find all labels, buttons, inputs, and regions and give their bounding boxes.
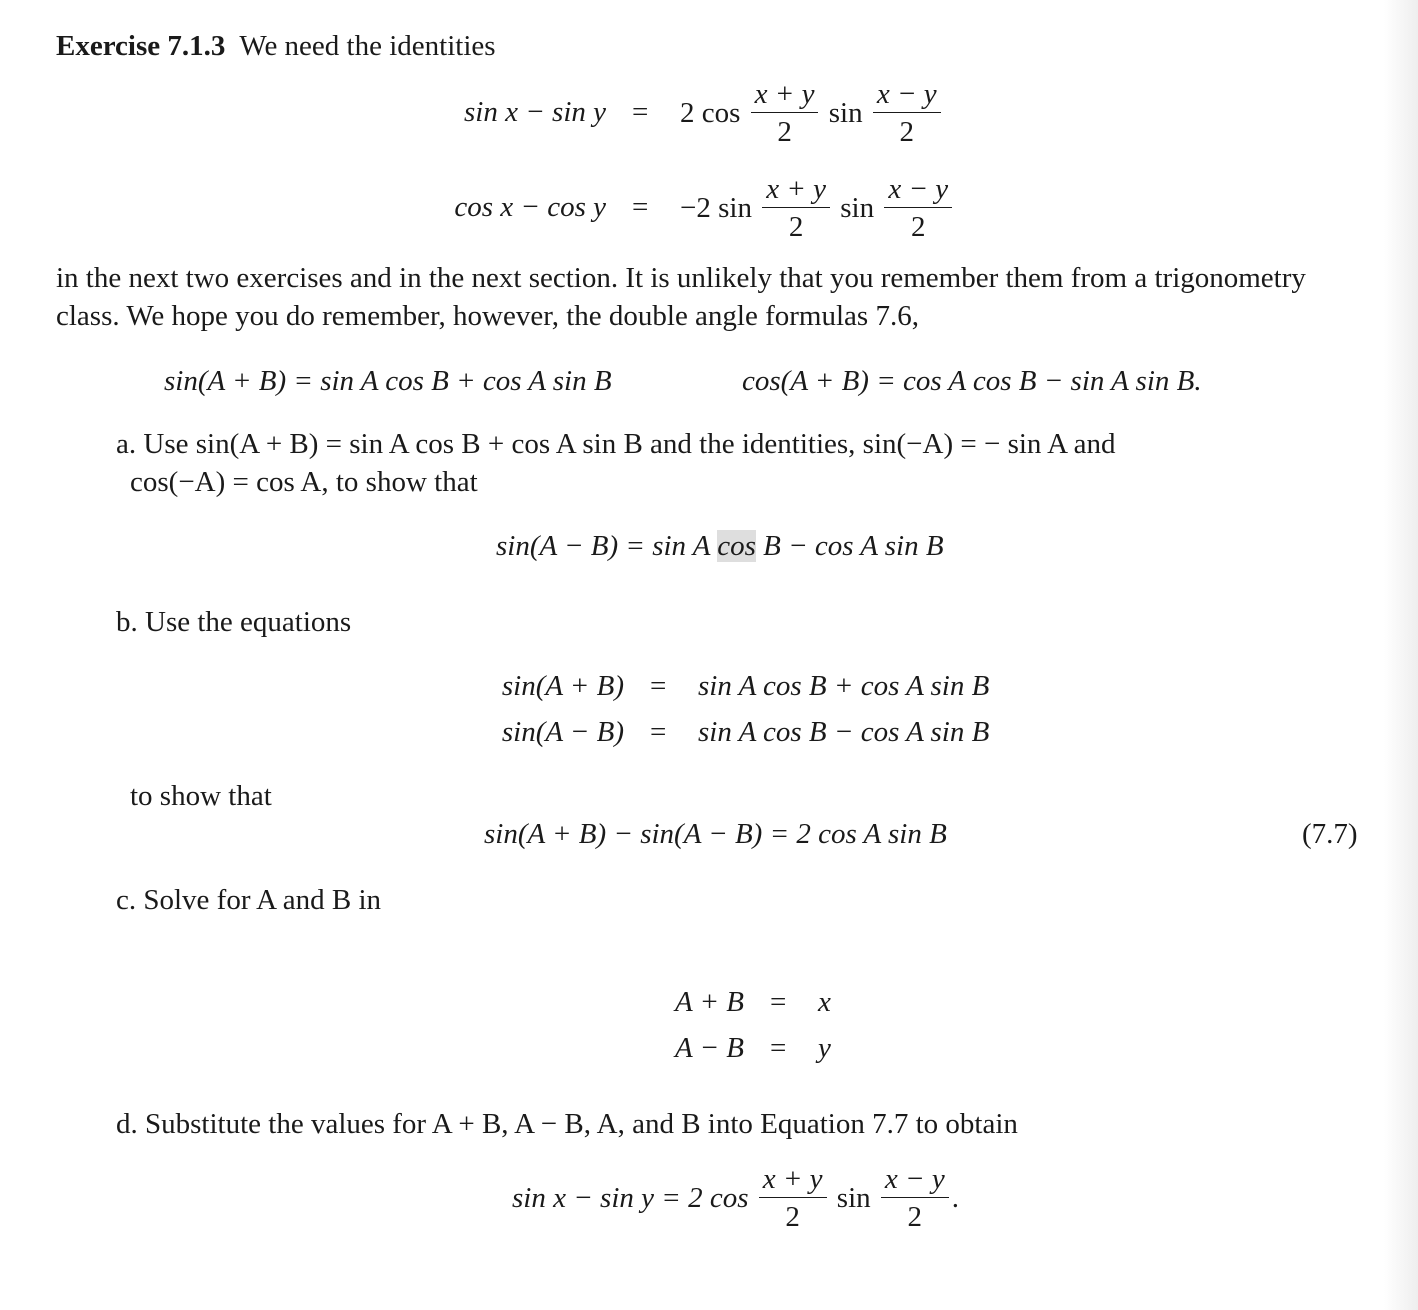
identity-2-lhs: cos x − cos y (454, 191, 606, 223)
exercise-heading (56, 32, 496, 61)
denominator: 2 (911, 211, 926, 243)
identity-1-rhs (680, 80, 944, 147)
part-b-row-2-lhs: sin(A − B) (501, 716, 624, 748)
part-c-row-1-lhs: A + B (675, 986, 744, 1018)
numerator: x − y (873, 80, 941, 113)
body-paragraph: in the next two exercises and in the next section. It is unlikely that you remember them from a trigonometry class. We hope you do remember, however, the double angle formulas 7.6, (56, 262, 1306, 332)
part-a-text-2: cos(−A) = cos A, to show that (130, 466, 478, 498)
part-d-equation (512, 1165, 959, 1232)
part-c-row-1-eq: = (770, 986, 787, 1018)
identity-1-frac-2 (873, 80, 941, 147)
part-d-eq-mid: sin (836, 1182, 871, 1214)
numerator: x + y (762, 175, 830, 208)
part-b-result: sin(A + B) − sin(A − B) = 2 cos A sin B (484, 818, 947, 850)
identity-1-mid: sin (828, 97, 863, 129)
numerator: x + y (759, 1165, 827, 1198)
identity-2-rhs (680, 175, 955, 242)
identity-2-frac-2 (884, 175, 952, 242)
exercise-label: Exercise 7.1.3 (56, 30, 226, 62)
identity-1-equals: = (632, 96, 649, 128)
part-b-row-1-lhs: sin(A + B) (501, 670, 624, 702)
part-c-row-2-eq: = (770, 1032, 787, 1064)
identity-1-lhs: sin x − sin y (464, 96, 606, 128)
part-a-text: a. Use sin(A + B) = sin A cos B + cos A sin B and the identities, sin(−A) = − sin A and (116, 428, 1116, 460)
identity-2-frac-1 (762, 175, 830, 242)
part-d-frac-1 (759, 1165, 827, 1232)
part-b-row-1-eq: = (650, 670, 667, 702)
identity-1-coef: 2 cos (680, 97, 741, 129)
identity-2-equals: = (632, 191, 649, 223)
part-b-text-2: to show that (130, 780, 272, 812)
denominator: 2 (899, 116, 914, 148)
identity-2-mid: sin (840, 192, 875, 224)
part-d-text: d. Substitute the values for A + B, A − B, A, and B into Equation 7.7 to obtain (116, 1108, 1018, 1140)
part-d-eq-end: . (951, 1182, 959, 1214)
page-edge-shadow (1384, 0, 1418, 1310)
part-d-frac-2 (881, 1165, 949, 1232)
denominator: 2 (788, 211, 804, 243)
part-a-equation (496, 532, 944, 561)
part-a-eq-left: sin(A − B) = sin A (496, 530, 710, 562)
part-b-row-1-rhs: sin A cos B + cos A sin B (698, 670, 990, 702)
denominator: 2 (777, 116, 792, 148)
numerator: x + y (751, 80, 819, 113)
part-b-row-2-rhs: sin A cos B − cos A sin B (698, 716, 990, 748)
part-b-row-2-eq: = (650, 716, 667, 748)
part-c-row-1-rhs: x (818, 986, 831, 1018)
part-a-eq-right: B − cos A sin B (763, 530, 944, 562)
part-b-text: b. Use the equations (116, 606, 352, 638)
part-d-eq-lhs: sin x − sin y = 2 cos (512, 1182, 749, 1214)
part-c-text: c. Solve for A and B in (116, 884, 382, 916)
part-c-row-2-lhs: A − B (675, 1032, 744, 1064)
equation-number: (7.7) (1302, 818, 1358, 850)
part-a-eq-highlight: cos (717, 530, 756, 562)
denominator: 2 (785, 1201, 800, 1233)
formula-sin-sum: sin(A + B) = sin A cos B + cos A sin B (164, 365, 612, 397)
formula-cos-sum: cos(A + B) = cos A cos B − sin A sin B. (742, 365, 1202, 397)
denominator: 2 (907, 1201, 923, 1233)
part-c-row-2-rhs: y (818, 1032, 831, 1064)
numerator: x − y (881, 1165, 949, 1198)
exercise-intro: We need the identities (239, 30, 496, 62)
identity-1-frac-1 (751, 80, 819, 147)
numerator: x − y (884, 175, 952, 208)
identity-2-coef: −2 sin (680, 192, 752, 224)
